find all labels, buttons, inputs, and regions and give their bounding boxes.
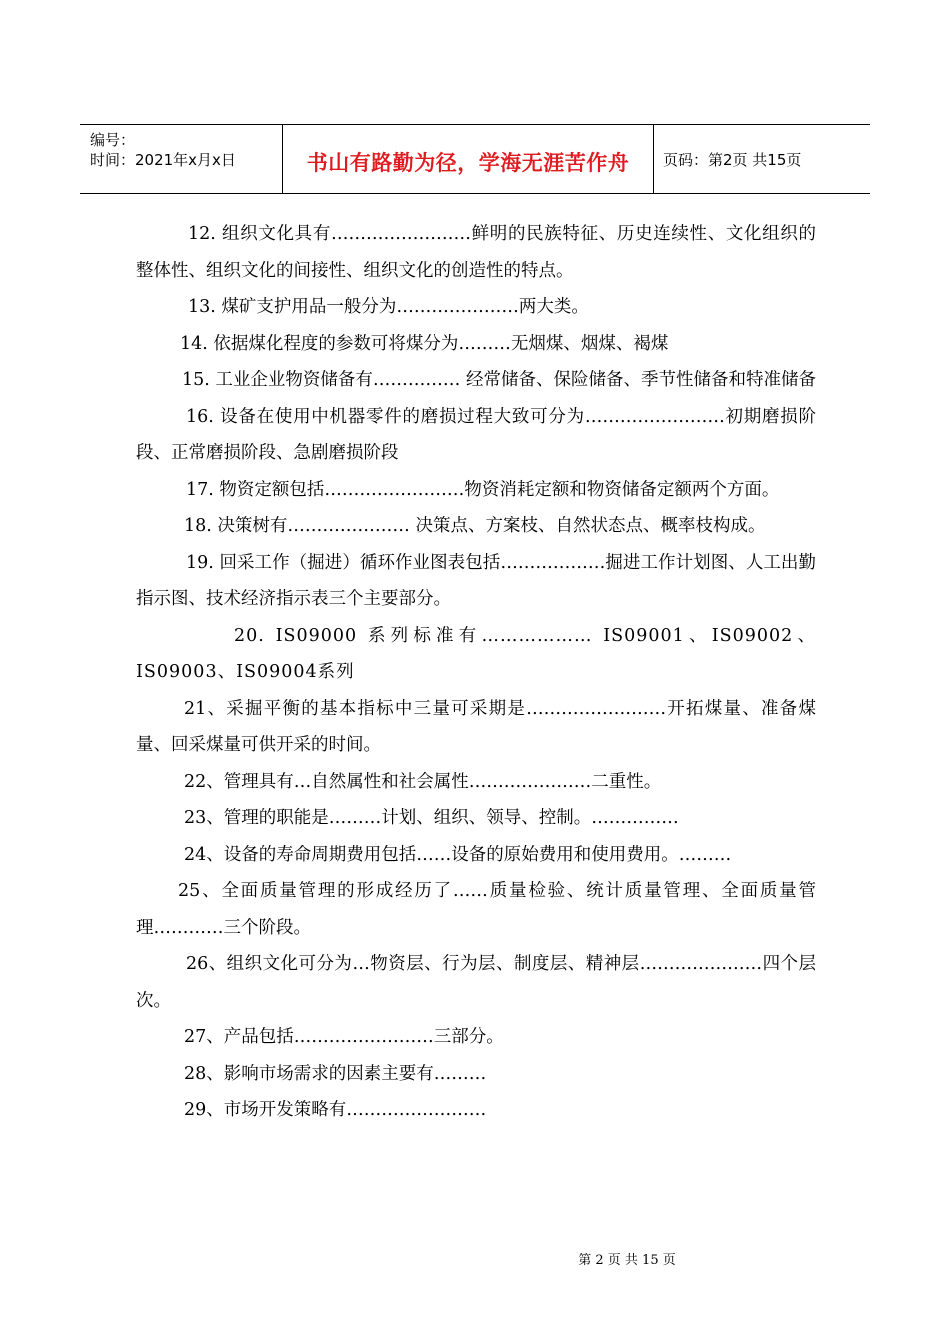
list-item: 14. 依据煤化程度的参数可将煤分为………无烟煤、烟煤、褐煤 bbox=[180, 333, 669, 354]
footer-page-number: 第 2 页 共 15 页 bbox=[578, 1253, 676, 1268]
list-item: 23、管理的职能是………计划、组织、领导、控制。…………… bbox=[184, 808, 679, 828]
motto-text: 书山有路勤为径，学海无涯苦作舟 bbox=[306, 151, 630, 175]
list-item: 15. 工业企业物资储备有…………… 经常储备、保险储备、季节性储备和特准储备 bbox=[182, 370, 816, 390]
list-item: 26、组织文化可分为…物资层、行为层、制度层、精神层…………………四个层次。 bbox=[136, 954, 816, 1011]
list-item: 27、产品包括……………………三部分。 bbox=[184, 1027, 504, 1047]
question-list bbox=[136, 216, 816, 1129]
list-item: 13. 煤矿支护用品一般分为…………………两大类。 bbox=[188, 297, 589, 317]
list-item: 12. 组织文化具有……………………鲜明的民族特征、历史连续性、文化组织的整体性、组织文化的间接性、组织文化的创造性的特点。 bbox=[136, 224, 816, 281]
page-code: 页码：第2页 共15页 bbox=[663, 151, 802, 169]
list-item: 19. 回采工作（掘进）循环作业图表包括………………掘进工作计划图、人工出勤指示图、技术经济指示表三个主要部分。 bbox=[136, 552, 816, 609]
header-page-cell bbox=[653, 125, 870, 193]
list-item: 24、设备的寿命周期费用包括……设备的原始费用和使用费用。……… bbox=[184, 844, 732, 865]
list-item: 16. 设备在使用中机器零件的磨损过程大致可分为……………………初期磨损阶段、正常磨损阶段、急剧磨损阶段 bbox=[136, 406, 816, 463]
page-footer bbox=[0, 1249, 950, 1268]
list-item: 28、影响市场需求的因素主要有……… bbox=[184, 1063, 487, 1084]
list-item: 29、市场开发策略有…………………… bbox=[184, 1100, 487, 1120]
header-info-cell bbox=[80, 125, 282, 193]
list-item: 25、全面质量管理的形成经历了……质量检验、统计质量管理、全面质量管理…………三个阶段。 bbox=[136, 881, 816, 938]
document-header bbox=[80, 124, 870, 194]
number-label: 编号： bbox=[90, 131, 136, 149]
list-item: 20. IS09000 系列标准有……………… IS09001、IS09002、IS09003、IS09004系列 bbox=[136, 625, 816, 682]
list-item: 21、采掘平衡的基本指标中三量可采期是……………………开拓煤量、准备煤量、回采煤量可供开采的时间。 bbox=[136, 698, 816, 755]
header-motto-cell bbox=[282, 125, 654, 193]
list-item: 17. 物资定额包括……………………物资消耗定额和物资储备定额两个方面。 bbox=[186, 479, 780, 500]
time-label: 时间：2021年x月x日 bbox=[90, 151, 236, 169]
list-item: 18. 决策树有………………… 决策点、方案枝、自然状态点、概率枝构成。 bbox=[184, 516, 766, 536]
list-item: 22、管理具有…自然属性和社会属性…………………二重性。 bbox=[184, 771, 662, 792]
